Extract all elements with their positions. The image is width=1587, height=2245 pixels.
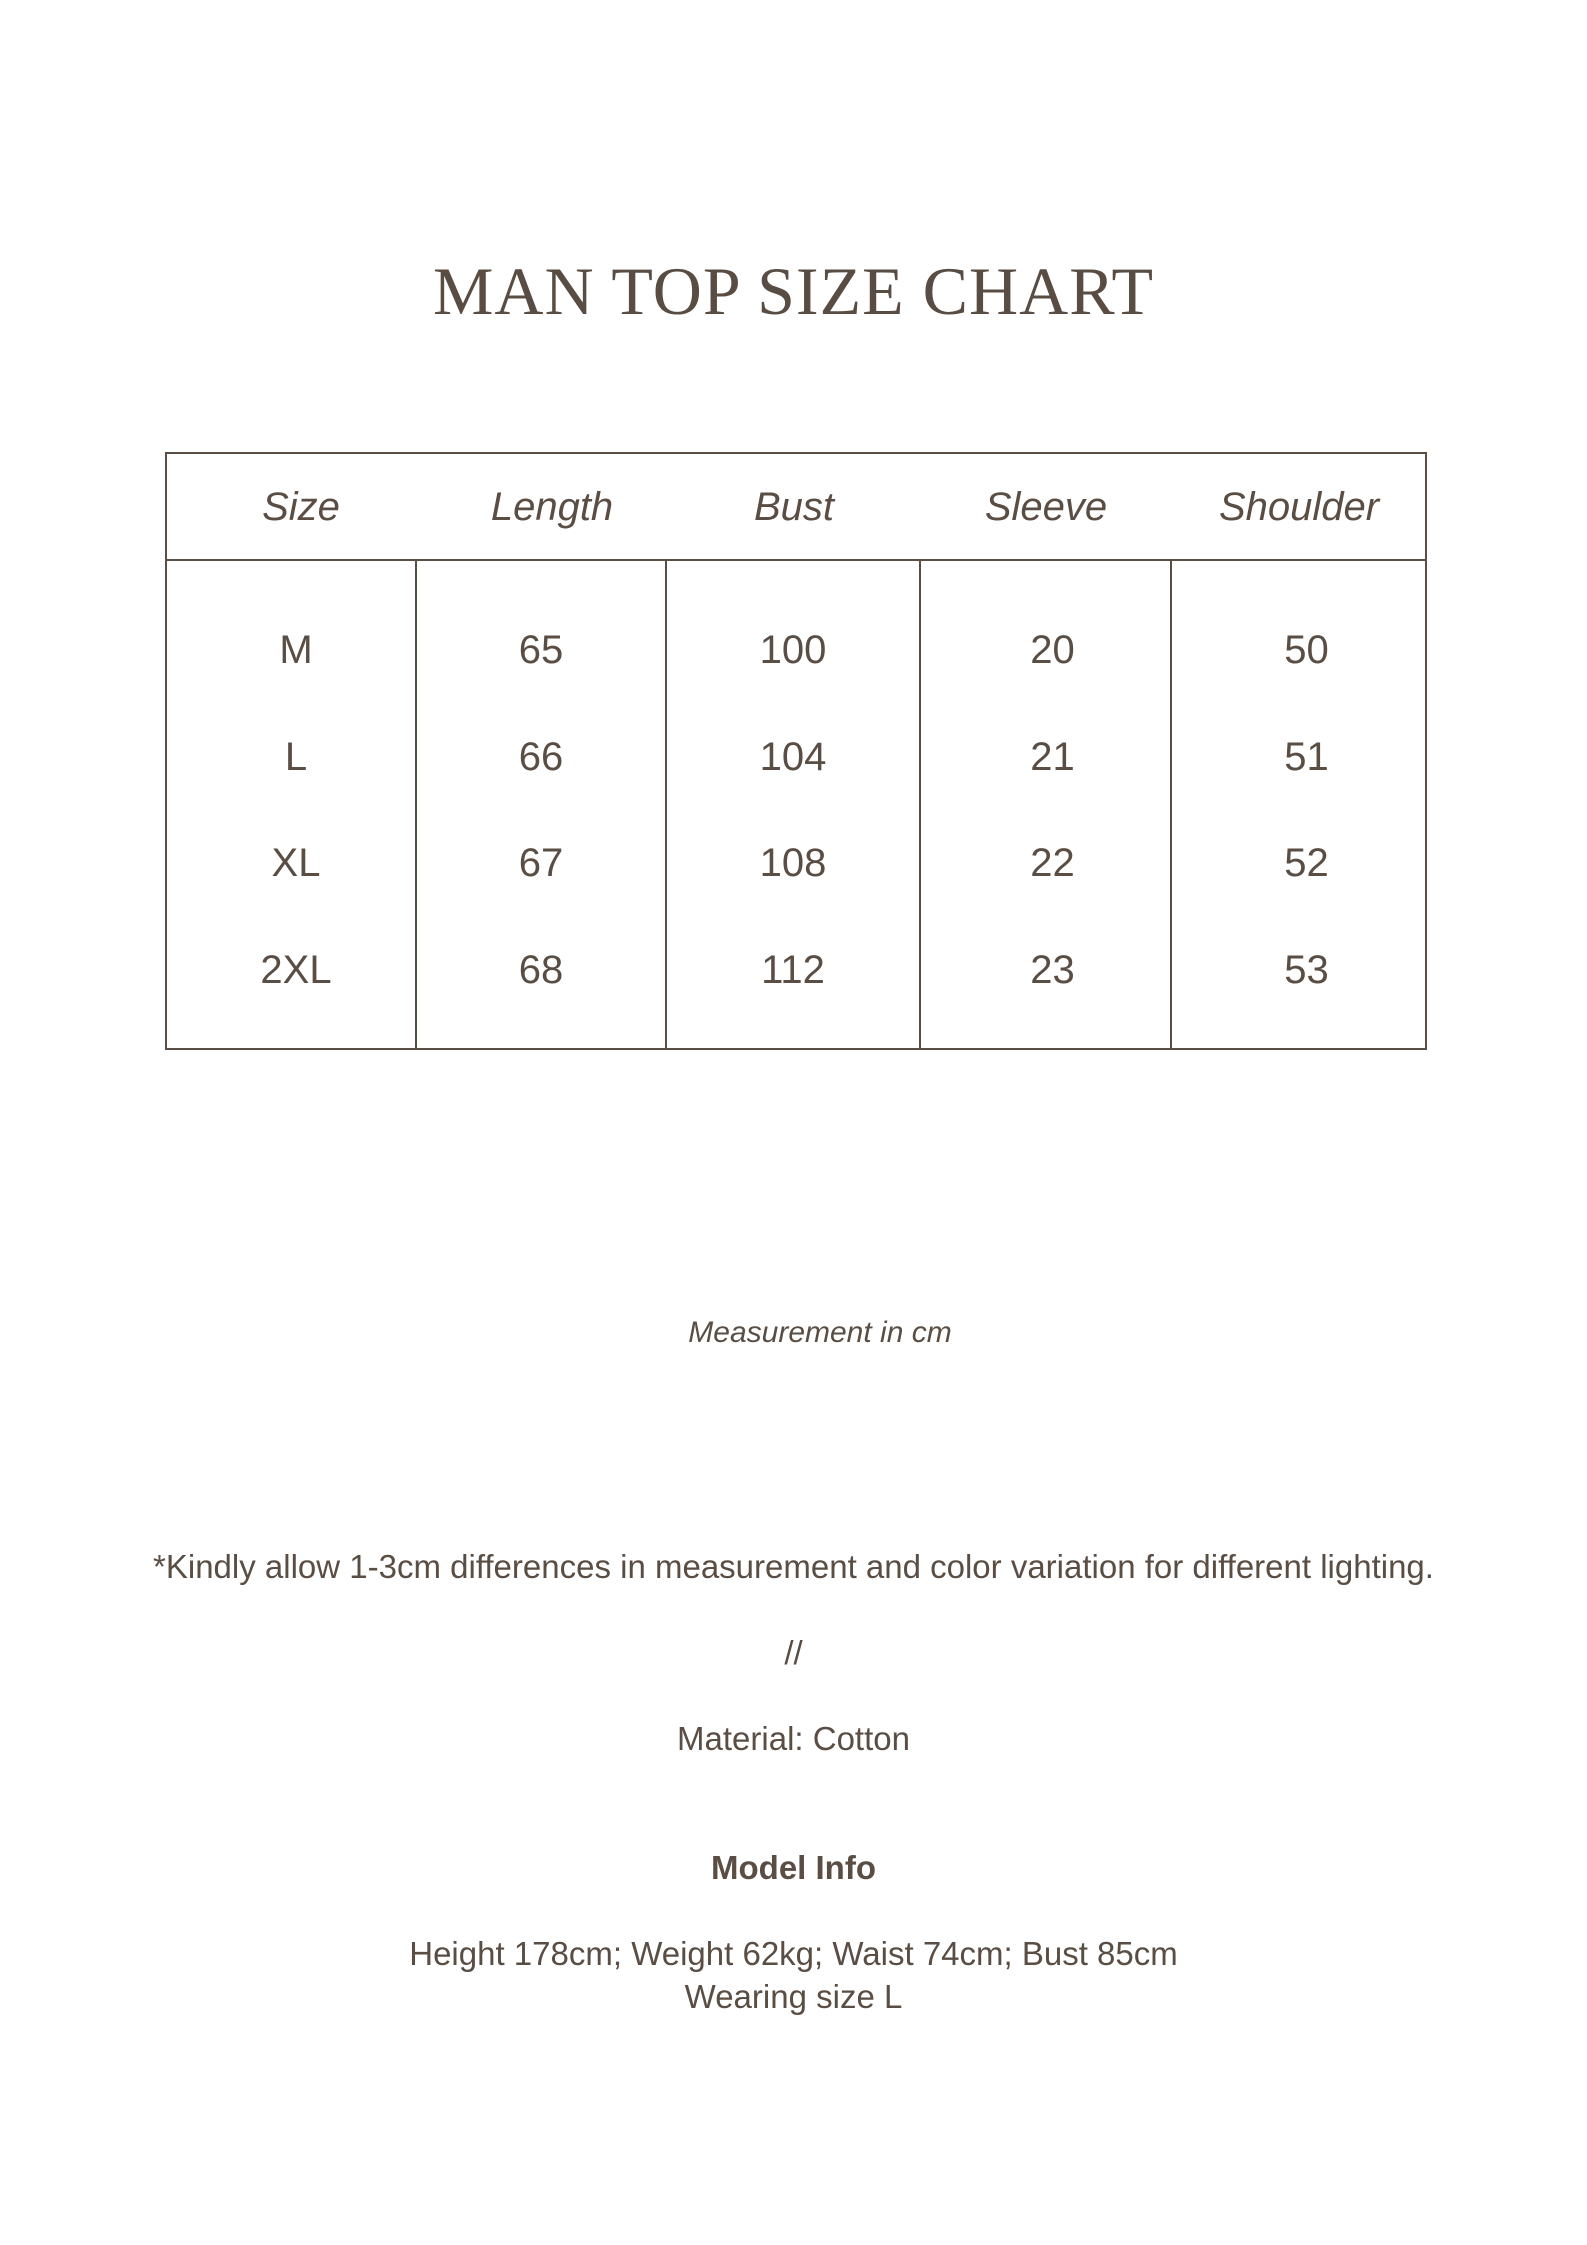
cell-bust: 100 xyxy=(759,628,827,672)
size-table xyxy=(165,452,1427,1050)
model-info-heading: Model Info xyxy=(711,1849,876,1886)
table-header-row xyxy=(167,454,1425,561)
table-row xyxy=(167,620,1425,680)
cell-size: XL xyxy=(271,841,321,885)
table-row xyxy=(167,940,1425,1000)
cell-shoulder: 53 xyxy=(1284,948,1329,992)
header-bust: Bust xyxy=(753,485,835,529)
cell-length: 66 xyxy=(518,735,564,779)
cell-bust: 104 xyxy=(759,735,827,779)
cell-length: 68 xyxy=(518,948,564,992)
cell-size: 2XL xyxy=(260,948,332,992)
model-stats-text: Height 178cm; Weight 62kg; Waist 74cm; Bust 85cm xyxy=(409,1935,1178,1972)
measurement-note: Measurement in cm xyxy=(688,1316,952,1349)
header-size: Size xyxy=(262,485,340,529)
header-length: Length xyxy=(490,485,614,529)
cell-sleeve: 22 xyxy=(1030,841,1075,885)
header-shoulder: Shoulder xyxy=(1218,485,1380,529)
table-row xyxy=(167,727,1425,787)
cell-sleeve: 20 xyxy=(1030,628,1075,672)
cell-sleeve: 21 xyxy=(1030,735,1075,779)
header-sleeve: Sleeve xyxy=(984,485,1108,529)
model-wearing-text: Wearing size L xyxy=(684,1978,903,2015)
cell-bust: 112 xyxy=(761,948,825,992)
material-text: Material: Cotton xyxy=(677,1720,910,1757)
cell-shoulder: 50 xyxy=(1284,628,1329,672)
cell-size: M xyxy=(279,628,313,672)
page-title: MAN TOP SIZE CHART xyxy=(432,253,1155,329)
cell-shoulder: 52 xyxy=(1284,841,1329,885)
cell-shoulder: 51 xyxy=(1284,735,1329,779)
disclaimer-text: *Kindly allow 1-3cm differences in measurement and color variation for different lighting. xyxy=(153,1548,1434,1585)
cell-sleeve: 23 xyxy=(1030,948,1075,992)
cell-length: 67 xyxy=(518,841,564,885)
table-row xyxy=(167,833,1425,893)
cell-bust: 108 xyxy=(759,841,827,885)
cell-length: 65 xyxy=(518,628,564,672)
cell-size: L xyxy=(284,735,308,779)
separator-text: // xyxy=(784,1634,803,1671)
